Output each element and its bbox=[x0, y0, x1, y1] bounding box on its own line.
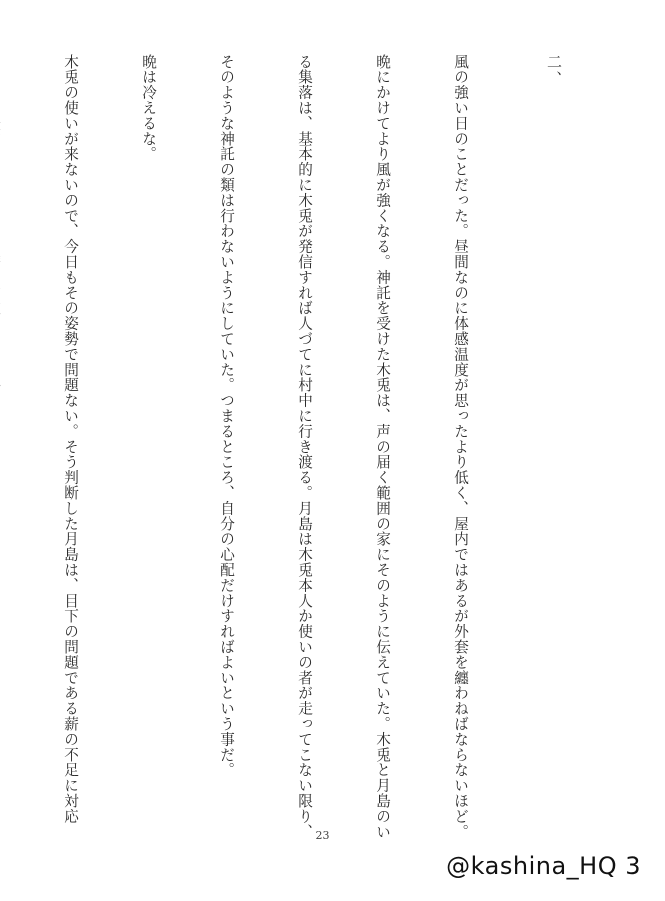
text-line: 木兎の使いが来ないので、今日もその姿勢で問題ない。そう判断した月島は、目下の問題である薪の不足に対応 bbox=[62, 54, 79, 824]
text-line: 晩にかけてより風が強くなる。神託を受けた木兎は、声の届く範囲の家にそのように伝えていた。木兎と月島のい bbox=[374, 54, 391, 840]
text-line: る集落は、基本的に木兎が発信すれば人づてに村中に行き渡る。月島は木兎本人か使いの者が走ってこない限り、 bbox=[296, 54, 313, 840]
text-line bbox=[0, 54, 5, 824]
author-watermark: @kashina_HQ 3 bbox=[446, 852, 641, 880]
text-line: そのような神託の類は行わないようにしていた。つまるところ、自分の心配だけすればよいという事だ。 bbox=[218, 54, 235, 778]
text-line: 晩は冷えるな。 bbox=[140, 54, 157, 162]
page-number: 23 bbox=[315, 829, 330, 842]
text-line: 風の強い日のことだった。昼間なのに体感温度が思ったより低く、屋内ではあるが外套を纏わねばならないほど。 bbox=[452, 54, 469, 840]
chapter-heading: 二、 bbox=[545, 54, 563, 88]
